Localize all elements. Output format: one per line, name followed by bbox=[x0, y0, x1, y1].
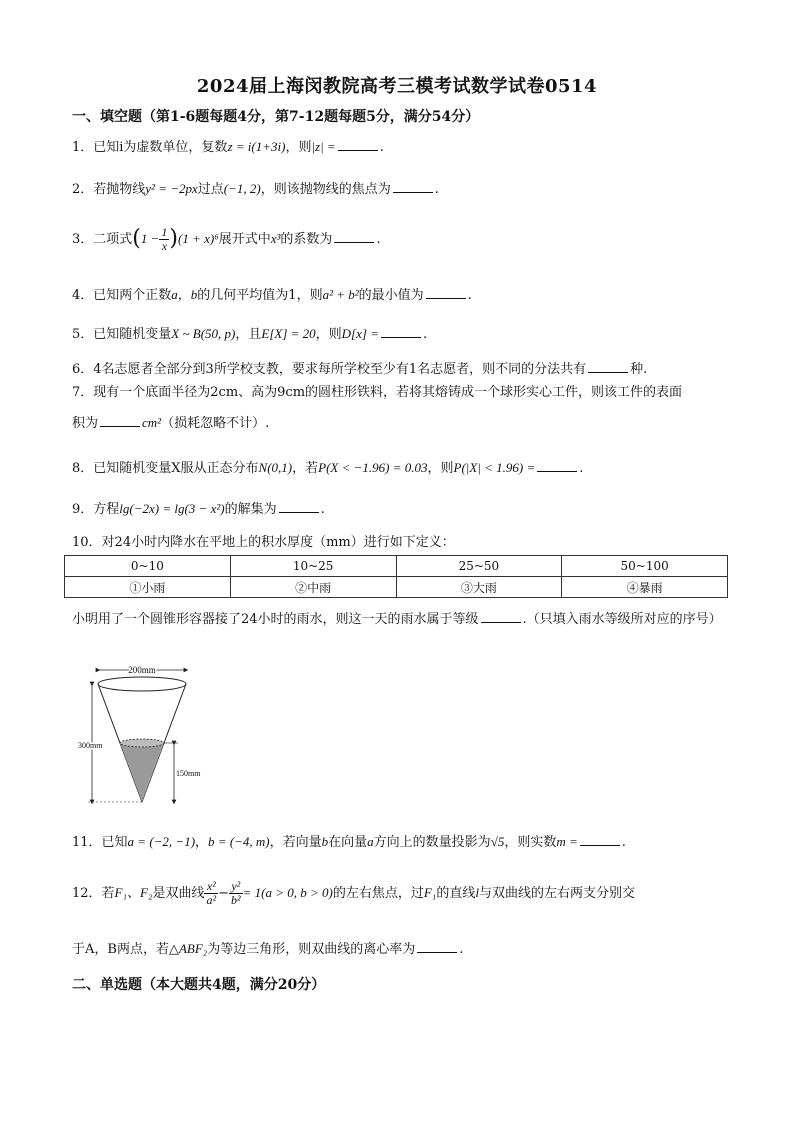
table-cell: ②中雨 bbox=[230, 577, 396, 598]
question-12: 12．若F₁、F₂是双曲线 $\frac{\text{x²}}{\text{a²}}$ − $\frac{\text{y²}}{\text{b²}}$ = 1(a > 0, b > 0)的左右焦点，过F₁的直线l与双曲线的左右两支分别交 bbox=[72, 879, 635, 908]
table-row bbox=[65, 556, 728, 577]
question-9: 9．方程lg(−2x) = lg(3 − x²)的解集为 . bbox=[72, 501, 325, 517]
answer-blank[interactable] bbox=[334, 230, 374, 243]
answer-blank[interactable] bbox=[100, 414, 140, 427]
fraction: $\frac{\text{y²}}{\text{b²}}$ bbox=[231, 879, 241, 908]
question-3: 3．二项式(1 − $\frac{1}{x}$ )(1 + x)⁶展开式中x³的系数为 . bbox=[72, 224, 381, 253]
fraction: $\frac{1}{x}$ bbox=[161, 224, 168, 253]
table-cell: ①小雨 bbox=[65, 577, 231, 598]
question-7: 7．现有一个底面半径为2cm、高为9cm的圆柱形铁料，若将其熔铸成一个球形实心工件，则该工件的表面 积为 cm²（损耗忽略不计）. bbox=[72, 385, 683, 432]
answer-blank[interactable] bbox=[279, 500, 319, 513]
fig-label-height: 300mm bbox=[78, 741, 103, 750]
table-cell: 10~25 bbox=[230, 556, 396, 577]
table-row bbox=[65, 577, 728, 598]
fraction: $\frac{\text{x²}}{\text{a²}}$ bbox=[206, 879, 217, 908]
question-2: 2．若抛物线y² = −2px过点(−1, 2)，则该抛物线的焦点为 . bbox=[72, 181, 439, 197]
table-cell: ④暴雨 bbox=[562, 577, 728, 598]
table-cell: 0~10 bbox=[65, 556, 231, 577]
answer-blank[interactable] bbox=[481, 610, 521, 623]
section-single-choice: 二、单选题（本大题共4题，满分20分） bbox=[72, 977, 326, 993]
answer-blank[interactable] bbox=[417, 940, 457, 953]
rain-level-table bbox=[64, 555, 728, 598]
section-fill-blank: 一、填空题（第1-6题每题4分，第7-12题每题5分，满分54分） bbox=[72, 109, 480, 125]
cone-container-figure bbox=[78, 660, 208, 810]
question-5: 5．已知随机变量X ~ B(50, p)，且E[X] = 20，则D[x] = . bbox=[72, 326, 428, 342]
table-cell: ③大雨 bbox=[396, 577, 562, 598]
question-11: 11．已知a = (−2, −1)，b = (−4, m)，若向量b在向量a方向上的数量投影为√5，则实数m = . bbox=[72, 834, 626, 850]
question-4: 4．已知两个正数a，b的几何平均值为1，则a² + b²的最小值为 . bbox=[72, 287, 472, 303]
answer-blank[interactable] bbox=[393, 180, 433, 193]
answer-blank[interactable] bbox=[426, 286, 466, 299]
question-1: 1．已知i为虚数单位，复数z = i(1+3i)，则|z| = . bbox=[72, 139, 384, 155]
table-cell: 50~100 bbox=[562, 556, 728, 577]
answer-blank[interactable] bbox=[537, 459, 577, 472]
question-8: 8．已知随机变量X服从正态分布N(0,1)，若P(X < −1.96) = 0.03，则P(|X| < 1.96) = . bbox=[72, 460, 584, 476]
fig-label-top: 200mm bbox=[128, 665, 156, 675]
answer-blank[interactable] bbox=[588, 360, 628, 373]
fig-label-water: 150mm bbox=[176, 769, 201, 778]
answer-blank[interactable] bbox=[381, 325, 421, 338]
table-cell: 25~50 bbox=[396, 556, 562, 577]
question-10-intro: 10．对24小时内降水在平地上的积水厚度（mm）进行如下定义： bbox=[72, 535, 455, 550]
question-6: 6．4名志愿者全部分到3所学校支教，要求每所学校至少有1名志愿者，则不同的分法共有 种. bbox=[72, 362, 648, 377]
answer-blank[interactable] bbox=[338, 138, 378, 151]
question-12-cont: 于A，B两点，若△ABF₂为等边三角形，则双曲线的离心率为 . bbox=[72, 941, 464, 957]
answer-blank[interactable] bbox=[580, 833, 620, 846]
exam-title: 2024届上海闵教院高考三模考试数学试卷0514 bbox=[196, 76, 598, 97]
question-10-text: 小明用了一个圆锥形容器接了24小时的雨水，则这一天的雨水属于等级 .（只填入雨水等级所对应的序号） bbox=[72, 612, 722, 627]
